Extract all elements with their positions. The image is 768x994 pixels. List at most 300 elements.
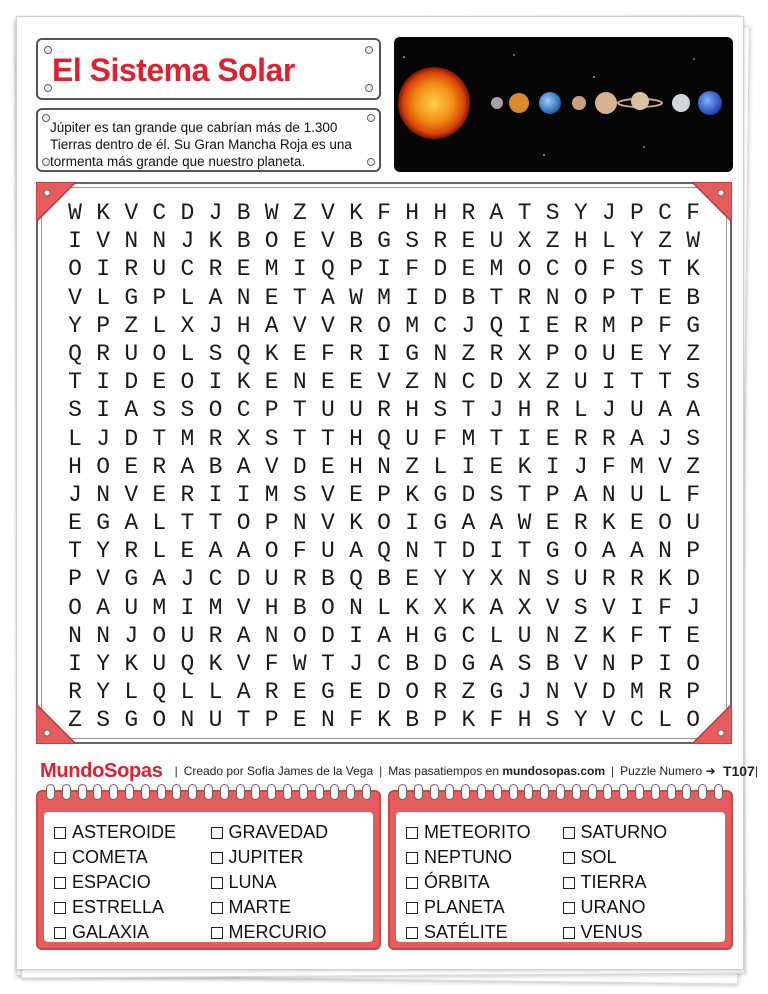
grid-letter[interactable]: J <box>96 425 111 452</box>
grid-letter[interactable]: T <box>630 369 644 396</box>
checkbox-icon[interactable] <box>54 877 66 889</box>
grid-letter[interactable]: O <box>686 707 701 734</box>
grid-letter[interactable]: Z <box>68 707 82 734</box>
grid-letter[interactable]: W <box>68 200 82 226</box>
grid-letter[interactable]: G <box>124 566 139 593</box>
grid-letter[interactable]: O <box>377 510 391 537</box>
grid-letter[interactable]: F <box>320 340 335 367</box>
grid-letter[interactable]: M <box>630 453 644 480</box>
grid-letter[interactable]: C <box>377 651 391 677</box>
brand-logo-text[interactable]: MundoSopas <box>40 759 163 782</box>
grid-letter[interactable]: O <box>68 256 82 283</box>
grid-letter[interactable]: E <box>292 228 307 255</box>
grid-letter[interactable]: A <box>124 397 139 424</box>
word-item[interactable] <box>563 820 720 845</box>
grid-letter[interactable]: L <box>433 453 448 480</box>
grid-letter[interactable]: G <box>124 707 139 734</box>
grid-letter[interactable]: N <box>124 228 139 255</box>
grid-letter[interactable]: D <box>124 425 139 452</box>
grid-letter[interactable]: F <box>658 312 672 339</box>
grid-letter[interactable]: M <box>264 481 279 508</box>
grid-letter[interactable]: G <box>489 679 504 706</box>
grid-letter[interactable]: O <box>573 538 588 565</box>
grid-letter[interactable]: V <box>573 651 588 677</box>
grid-letter[interactable]: E <box>264 369 279 396</box>
grid-letter[interactable]: E <box>320 453 335 480</box>
grid-letter[interactable]: Y <box>96 538 111 565</box>
grid-letter[interactable]: C <box>545 256 560 283</box>
grid-letter[interactable]: T <box>152 425 167 452</box>
grid-letter[interactable]: Q <box>152 679 167 706</box>
checkbox-icon[interactable] <box>563 927 575 939</box>
grid-letter[interactable]: A <box>630 425 644 452</box>
grid-letter[interactable]: V <box>545 594 560 621</box>
grid-letter[interactable]: K <box>658 566 672 593</box>
grid-letter[interactable]: H <box>433 200 448 226</box>
grid-letter[interactable]: K <box>601 510 616 537</box>
grid-letter[interactable]: W <box>292 651 307 677</box>
grid-letter[interactable]: V <box>264 453 279 480</box>
grid-letter[interactable]: U <box>573 369 588 396</box>
grid-letter[interactable]: N <box>517 566 532 593</box>
grid-letter[interactable]: K <box>349 200 363 226</box>
grid-letter[interactable]: P <box>630 200 644 226</box>
grid-letter[interactable]: L <box>658 707 672 734</box>
grid-letter[interactable]: C <box>658 200 672 226</box>
grid-letter[interactable]: L <box>180 679 195 706</box>
grid-letter[interactable]: X <box>517 369 532 396</box>
grid-letter[interactable]: X <box>489 566 504 593</box>
grid-letter[interactable]: S <box>180 397 195 424</box>
grid-letter[interactable]: A <box>236 453 251 480</box>
grid-letter[interactable]: S <box>573 594 588 621</box>
grid-letter[interactable]: N <box>320 707 335 734</box>
grid-letter[interactable]: E <box>461 256 476 283</box>
grid-letter[interactable]: A <box>573 481 588 508</box>
grid-letter[interactable]: T <box>68 369 82 396</box>
grid-letter[interactable]: V <box>236 651 251 677</box>
grid-letter[interactable]: Q <box>489 312 504 339</box>
grid-letter[interactable]: G <box>545 538 560 565</box>
grid-letter[interactable]: U <box>405 425 420 452</box>
grid-letter[interactable]: U <box>320 397 335 424</box>
grid-letter[interactable]: N <box>96 622 111 649</box>
word-item[interactable] <box>563 920 720 945</box>
grid-letter[interactable]: S <box>433 397 448 424</box>
checkbox-icon[interactable] <box>406 827 418 839</box>
grid-letter[interactable]: K <box>405 481 420 508</box>
word-item[interactable] <box>406 820 563 845</box>
grid-letter[interactable]: N <box>405 538 420 565</box>
grid-letter[interactable]: D <box>601 679 616 706</box>
grid-letter[interactable]: B <box>686 284 701 311</box>
grid-letter[interactable]: D <box>236 566 251 593</box>
grid-letter[interactable]: F <box>601 453 616 480</box>
grid-letter[interactable]: N <box>96 481 111 508</box>
grid-letter[interactable]: S <box>517 651 532 677</box>
grid-letter[interactable]: F <box>489 707 504 734</box>
grid-letter[interactable]: K <box>601 622 616 649</box>
grid-letter[interactable]: A <box>630 538 644 565</box>
grid-letter[interactable]: I <box>405 284 420 311</box>
grid-letter[interactable]: Q <box>377 425 391 452</box>
grid-letter[interactable]: O <box>377 312 391 339</box>
grid-letter[interactable]: R <box>433 228 448 255</box>
grid-letter[interactable]: S <box>545 200 560 226</box>
grid-letter[interactable]: K <box>208 651 223 677</box>
grid-letter[interactable]: I <box>545 453 560 480</box>
grid-letter[interactable]: A <box>601 538 616 565</box>
grid-letter[interactable]: R <box>208 622 223 649</box>
grid-letter[interactable]: V <box>320 312 335 339</box>
checkbox-icon[interactable] <box>54 927 66 939</box>
grid-letter[interactable]: V <box>658 453 672 480</box>
grid-letter[interactable]: U <box>180 622 195 649</box>
grid-letter[interactable]: T <box>292 284 307 311</box>
grid-letter[interactable]: E <box>180 538 195 565</box>
grid-letter[interactable]: I <box>461 453 476 480</box>
grid-letter[interactable]: A <box>264 312 279 339</box>
grid-letter[interactable]: J <box>180 566 195 593</box>
grid-letter[interactable]: B <box>208 453 223 480</box>
grid-letter[interactable]: Z <box>405 369 420 396</box>
grid-letter[interactable]: E <box>545 425 560 452</box>
grid-letter[interactable]: X <box>433 594 448 621</box>
grid-letter[interactable]: U <box>630 481 644 508</box>
grid-letter[interactable]: B <box>405 707 420 734</box>
grid-letter[interactable]: W <box>349 284 363 311</box>
grid-letter[interactable]: I <box>208 481 223 508</box>
grid-letter[interactable]: F <box>658 594 672 621</box>
grid-letter[interactable]: N <box>264 622 279 649</box>
grid-letter[interactable]: V <box>377 369 391 396</box>
grid-letter[interactable]: O <box>686 651 701 677</box>
grid-letter[interactable]: D <box>461 481 476 508</box>
grid-letter[interactable]: S <box>686 425 701 452</box>
grid-letter[interactable]: I <box>180 594 195 621</box>
grid-letter[interactable]: Q <box>180 651 195 677</box>
grid-letter[interactable]: D <box>433 284 448 311</box>
grid-letter[interactable]: Y <box>630 228 644 255</box>
grid-letter[interactable]: S <box>545 566 560 593</box>
grid-letter[interactable]: I <box>630 594 644 621</box>
grid-letter[interactable]: A <box>236 538 251 565</box>
grid-letter[interactable]: S <box>292 481 307 508</box>
grid-letter[interactable]: J <box>124 622 139 649</box>
grid-letter[interactable]: Z <box>405 453 420 480</box>
grid-letter[interactable]: J <box>489 397 504 424</box>
grid-letter[interactable]: K <box>461 707 476 734</box>
grid-letter[interactable]: U <box>601 340 616 367</box>
grid-letter[interactable]: F <box>686 200 701 226</box>
grid-letter[interactable]: V <box>236 594 251 621</box>
grid-letter[interactable]: T <box>517 538 532 565</box>
grid-letter[interactable]: L <box>96 284 111 311</box>
grid-letter[interactable]: R <box>433 679 448 706</box>
grid-letter[interactable]: H <box>405 200 420 226</box>
grid-letter[interactable]: V <box>124 200 139 226</box>
grid-letter[interactable]: D <box>320 622 335 649</box>
grid-letter[interactable]: Y <box>461 566 476 593</box>
grid-letter[interactable]: P <box>264 707 279 734</box>
grid-letter[interactable]: W <box>264 200 279 226</box>
checkbox-icon[interactable] <box>563 827 575 839</box>
grid-letter[interactable]: R <box>573 312 588 339</box>
checkbox-icon[interactable] <box>406 852 418 864</box>
grid-letter[interactable]: C <box>208 566 223 593</box>
grid-letter[interactable]: H <box>349 425 363 452</box>
grid-letter[interactable]: T <box>658 256 672 283</box>
grid-letter[interactable]: R <box>630 566 644 593</box>
grid-letter[interactable]: S <box>208 340 223 367</box>
checkbox-icon[interactable] <box>211 927 223 939</box>
grid-letter[interactable]: Y <box>68 312 82 339</box>
grid-letter[interactable]: Y <box>433 566 448 593</box>
checkbox-icon[interactable] <box>406 877 418 889</box>
grid-letter[interactable]: V <box>320 510 335 537</box>
grid-letter[interactable]: I <box>68 228 82 255</box>
grid-letter[interactable]: Y <box>658 340 672 367</box>
grid-letter[interactable]: G <box>433 481 448 508</box>
grid-letter[interactable]: P <box>545 340 560 367</box>
grid-letter[interactable]: Q <box>236 340 251 367</box>
word-item[interactable] <box>211 820 368 845</box>
grid-letter[interactable]: O <box>208 397 223 424</box>
grid-letter[interactable]: Z <box>124 312 139 339</box>
grid-letter[interactable]: C <box>236 397 251 424</box>
grid-letter[interactable]: I <box>517 312 532 339</box>
grid-letter[interactable]: G <box>377 228 391 255</box>
grid-letter[interactable]: I <box>489 538 504 565</box>
grid-letter[interactable]: G <box>433 510 448 537</box>
grid-letter[interactable]: Z <box>292 200 307 226</box>
grid-letter[interactable]: V <box>601 707 616 734</box>
grid-letter[interactable]: E <box>320 369 335 396</box>
grid-letter[interactable]: E <box>545 510 560 537</box>
grid-letter[interactable]: D <box>433 256 448 283</box>
grid-letter[interactable]: I <box>96 397 111 424</box>
grid-letter[interactable]: A <box>349 538 363 565</box>
grid-letter[interactable]: T <box>68 538 82 565</box>
grid-letter[interactable]: O <box>236 510 251 537</box>
grid-letter[interactable]: O <box>264 228 279 255</box>
grid-letter[interactable]: P <box>264 510 279 537</box>
checkbox-icon[interactable] <box>54 902 66 914</box>
grid-letter[interactable]: R <box>377 397 391 424</box>
grid-letter[interactable]: I <box>658 651 672 677</box>
grid-letter[interactable]: Q <box>377 538 391 565</box>
checkbox-icon[interactable] <box>406 927 418 939</box>
grid-letter[interactable]: U <box>124 594 139 621</box>
grid-letter[interactable]: D <box>686 566 701 593</box>
grid-letter[interactable]: S <box>686 369 701 396</box>
grid-letter[interactable]: I <box>349 622 363 649</box>
grid-letter[interactable]: R <box>124 538 139 565</box>
grid-letter[interactable]: B <box>292 594 307 621</box>
grid-letter[interactable]: C <box>461 622 476 649</box>
grid-letter[interactable]: U <box>264 566 279 593</box>
grid-letter[interactable]: V <box>124 481 139 508</box>
grid-letter[interactable]: E <box>292 679 307 706</box>
grid-letter[interactable]: O <box>264 538 279 565</box>
grid-letter[interactable]: O <box>152 622 167 649</box>
grid-letter[interactable]: N <box>545 679 560 706</box>
grid-letter[interactable]: E <box>152 369 167 396</box>
grid-letter[interactable]: Q <box>320 256 335 283</box>
grid-letter[interactable]: Y <box>96 679 111 706</box>
grid-letter[interactable]: I <box>377 340 391 367</box>
grid-letter[interactable]: I <box>208 369 223 396</box>
grid-letter[interactable]: D <box>461 538 476 565</box>
grid-letter[interactable]: F <box>630 622 644 649</box>
grid-letter[interactable]: P <box>377 481 391 508</box>
grid-letter[interactable]: L <box>152 538 167 565</box>
grid-letter[interactable]: T <box>236 707 251 734</box>
grid-letter[interactable]: Z <box>686 340 701 367</box>
grid-letter[interactable]: K <box>236 369 251 396</box>
grid-letter[interactable]: H <box>264 594 279 621</box>
grid-letter[interactable]: O <box>517 256 532 283</box>
grid-letter[interactable]: A <box>236 622 251 649</box>
grid-letter[interactable]: G <box>320 679 335 706</box>
grid-letter[interactable]: P <box>264 397 279 424</box>
grid-letter[interactable]: N <box>545 622 560 649</box>
grid-letter[interactable]: R <box>489 340 504 367</box>
grid-letter[interactable]: U <box>349 397 363 424</box>
grid-letter[interactable]: H <box>573 228 588 255</box>
grid-letter[interactable]: J <box>601 397 616 424</box>
grid-letter[interactable]: A <box>461 510 476 537</box>
grid-letter[interactable]: U <box>686 510 701 537</box>
word-item[interactable] <box>563 845 720 870</box>
grid-letter[interactable]: L <box>180 340 195 367</box>
word-item[interactable] <box>211 895 368 920</box>
grid-letter[interactable]: L <box>489 622 504 649</box>
grid-letter[interactable]: I <box>292 256 307 283</box>
grid-letter[interactable]: E <box>236 256 251 283</box>
grid-letter[interactable]: V <box>320 228 335 255</box>
grid-letter[interactable]: U <box>320 538 335 565</box>
grid-letter[interactable]: J <box>658 425 672 452</box>
grid-letter[interactable]: U <box>124 340 139 367</box>
grid-letter[interactable]: P <box>349 256 363 283</box>
grid-letter[interactable]: E <box>292 340 307 367</box>
grid-letter[interactable]: L <box>573 397 588 424</box>
grid-letter[interactable]: N <box>292 510 307 537</box>
grid-letter[interactable]: E <box>264 284 279 311</box>
grid-letter[interactable]: G <box>96 510 111 537</box>
grid-letter[interactable]: E <box>152 481 167 508</box>
grid-letter[interactable]: B <box>236 228 251 255</box>
grid-letter[interactable]: L <box>180 284 195 311</box>
grid-letter[interactable]: E <box>349 369 363 396</box>
grid-letter[interactable]: R <box>517 284 532 311</box>
grid-letter[interactable]: T <box>320 651 335 677</box>
grid-letter[interactable]: A <box>208 538 223 565</box>
grid-letter[interactable]: V <box>320 481 335 508</box>
grid-letter[interactable]: N <box>601 481 616 508</box>
grid-letter[interactable]: J <box>68 481 82 508</box>
grid-letter[interactable]: R <box>573 510 588 537</box>
grid-letter[interactable]: U <box>152 651 167 677</box>
grid-letter[interactable]: M <box>377 284 391 311</box>
grid-letter[interactable]: H <box>68 453 82 480</box>
grid-letter[interactable]: W <box>686 228 701 255</box>
grid-letter[interactable]: J <box>349 651 363 677</box>
grid-letter[interactable]: C <box>433 312 448 339</box>
grid-letter[interactable]: K <box>349 510 363 537</box>
checkbox-icon[interactable] <box>211 877 223 889</box>
grid-letter[interactable]: R <box>601 566 616 593</box>
grid-letter[interactable]: W <box>517 510 532 537</box>
grid-letter[interactable]: E <box>292 707 307 734</box>
word-item[interactable] <box>54 870 211 895</box>
grid-letter[interactable]: H <box>517 397 532 424</box>
grid-letter[interactable]: T <box>489 425 504 452</box>
word-item[interactable] <box>406 870 563 895</box>
grid-letter[interactable]: J <box>573 453 588 480</box>
grid-letter[interactable]: T <box>461 397 476 424</box>
grid-letter[interactable]: M <box>461 425 476 452</box>
grid-letter[interactable]: U <box>152 256 167 283</box>
grid-letter[interactable]: E <box>630 340 644 367</box>
grid-letter[interactable]: M <box>601 312 616 339</box>
grid-letter[interactable]: K <box>517 453 532 480</box>
grid-letter[interactable]: O <box>292 622 307 649</box>
grid-letter[interactable]: C <box>461 369 476 396</box>
grid-letter[interactable]: N <box>601 651 616 677</box>
grid-letter[interactable]: Z <box>461 679 476 706</box>
grid-letter[interactable]: J <box>517 679 532 706</box>
word-item[interactable] <box>211 870 368 895</box>
word-item[interactable] <box>406 895 563 920</box>
grid-letter[interactable]: B <box>405 651 420 677</box>
grid-letter[interactable]: L <box>658 481 672 508</box>
grid-letter[interactable]: D <box>292 453 307 480</box>
grid-letter[interactable]: B <box>349 228 363 255</box>
grid-letter[interactable]: O <box>68 594 82 621</box>
letter-grid[interactable] <box>61 199 707 735</box>
grid-letter[interactable]: X <box>180 312 195 339</box>
grid-letter[interactable]: I <box>377 256 391 283</box>
grid-letter[interactable]: F <box>405 256 420 283</box>
grid-letter[interactable]: S <box>630 256 644 283</box>
grid-letter[interactable]: F <box>377 200 391 226</box>
grid-letter[interactable]: D <box>180 200 195 226</box>
grid-letter[interactable]: T <box>658 622 672 649</box>
grid-letter[interactable]: Y <box>573 200 588 226</box>
grid-letter[interactable]: U <box>573 566 588 593</box>
grid-letter[interactable]: R <box>461 200 476 226</box>
grid-letter[interactable]: S <box>264 425 279 452</box>
grid-letter[interactable]: X <box>517 594 532 621</box>
grid-letter[interactable]: N <box>180 707 195 734</box>
grid-letter[interactable]: R <box>208 256 223 283</box>
checkbox-icon[interactable] <box>211 902 223 914</box>
grid-letter[interactable]: V <box>292 312 307 339</box>
grid-letter[interactable]: O <box>96 453 111 480</box>
checkbox-icon[interactable] <box>406 902 418 914</box>
grid-letter[interactable]: A <box>489 594 504 621</box>
grid-letter[interactable]: S <box>489 481 504 508</box>
word-item[interactable] <box>54 820 211 845</box>
grid-letter[interactable]: H <box>517 707 532 734</box>
grid-letter[interactable]: C <box>180 256 195 283</box>
grid-letter[interactable]: E <box>658 284 672 311</box>
grid-letter[interactable]: A <box>180 453 195 480</box>
grid-letter[interactable]: J <box>208 200 223 226</box>
grid-letter[interactable]: X <box>517 228 532 255</box>
